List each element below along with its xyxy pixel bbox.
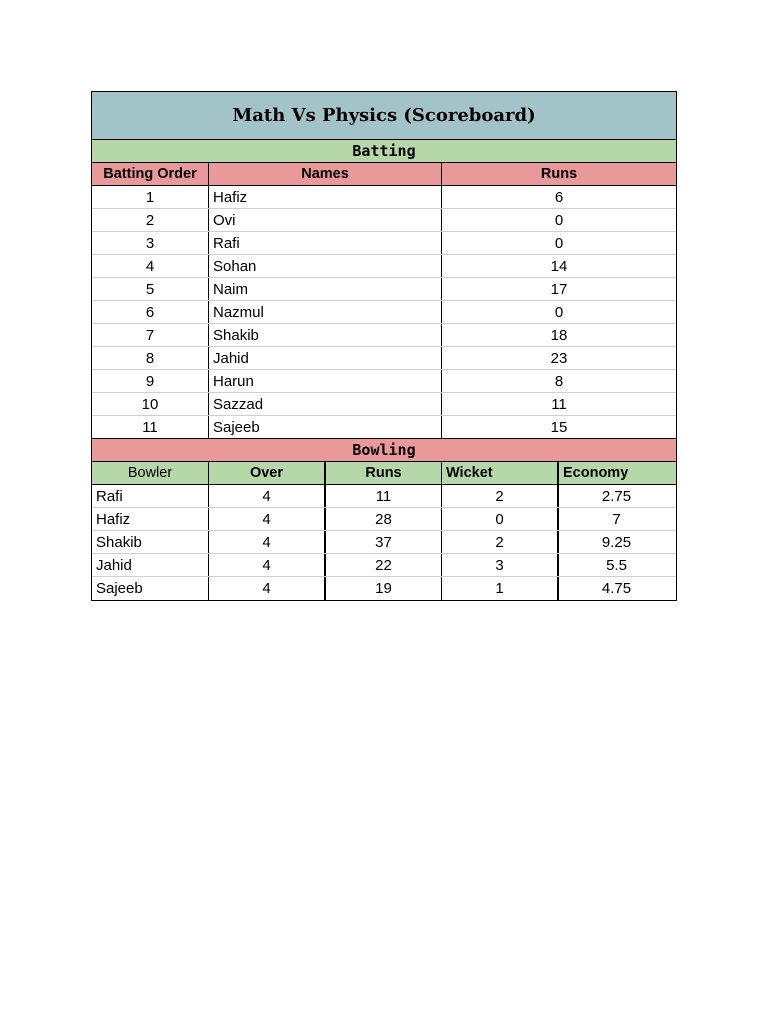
table-row [92, 416, 676, 439]
batter-runs-cell: 0 [554, 303, 564, 321]
batter-name-cell: Rafi [209, 232, 442, 254]
table-row [92, 186, 676, 209]
table-row [92, 393, 676, 416]
table-row [92, 508, 676, 531]
economy-cell: 7 [612, 510, 621, 528]
batting-order-cell: 5 [92, 278, 209, 300]
batter-name-cell: Harun [209, 370, 442, 392]
bowling-section-label: Bowling [352, 441, 416, 459]
page-title: Math Vs Physics (Scoreboard) [232, 105, 536, 126]
wicket-cell: 1 [442, 577, 559, 600]
bowler-name-cell: Hafiz [92, 508, 209, 530]
batting-names-header: Names [209, 163, 442, 185]
batting-order-cell: 8 [92, 347, 209, 369]
bowling-runs-cell: 37 [326, 531, 442, 553]
table-row [92, 301, 676, 324]
over-cell: 4 [209, 577, 326, 600]
table-row [92, 370, 676, 393]
bowling-runs-header: Runs [326, 462, 442, 484]
batter-runs-cell: 14 [550, 257, 568, 275]
batter-name-cell: Hafiz [209, 186, 442, 208]
over-cell: 4 [209, 508, 326, 530]
batting-header-row [92, 163, 676, 186]
batting-order-header: Batting Order [92, 163, 209, 185]
batter-name-cell: Shakib [209, 324, 442, 346]
bowling-runs-cell: 22 [326, 554, 442, 576]
batter-runs-cell: 8 [554, 372, 564, 390]
economy-cell: 2.75 [601, 487, 632, 505]
table-row [92, 278, 676, 301]
batting-table-body [92, 186, 676, 439]
batter-runs-cell: 6 [554, 188, 564, 206]
batter-name-cell: Jahid [209, 347, 442, 369]
batting-order-cell: 1 [92, 186, 209, 208]
bowler-name-cell: Jahid [92, 554, 209, 576]
batting-order-cell: 10 [92, 393, 209, 415]
table-row [92, 209, 676, 232]
batter-runs-cell: 15 [550, 418, 568, 436]
table-row [92, 324, 676, 347]
wicket-cell: 2 [442, 485, 559, 507]
batter-name-cell: Sohan [209, 255, 442, 277]
batting-order-cell: 4 [92, 255, 209, 277]
wicket-header: Wicket [442, 462, 559, 484]
batting-section-label: Batting [352, 142, 416, 160]
bowler-name-cell: Rafi [92, 485, 209, 507]
table-row [92, 577, 676, 600]
wicket-cell: 0 [442, 508, 559, 530]
batter-runs-cell: 0 [554, 211, 564, 229]
table-row [92, 554, 676, 577]
table-row [92, 531, 676, 554]
batter-runs-cell: 18 [550, 326, 568, 344]
title-bar [92, 92, 676, 140]
batting-order-cell: 6 [92, 301, 209, 323]
batting-order-cell: 11 [92, 416, 209, 438]
bowling-runs-cell: 11 [326, 485, 442, 507]
bowling-runs-cell: 19 [326, 577, 442, 600]
batter-name-cell: Sazzad [209, 393, 442, 415]
bowler-name-cell: Shakib [92, 531, 209, 553]
over-cell: 4 [209, 554, 326, 576]
bowling-runs-cell: 28 [326, 508, 442, 530]
wicket-cell: 3 [442, 554, 559, 576]
table-row [92, 485, 676, 508]
batting-runs-header: Runs [540, 166, 578, 182]
bowling-section-header [92, 439, 676, 462]
batter-name-cell: Nazmul [209, 301, 442, 323]
batter-name-cell: Naim [209, 278, 442, 300]
wicket-cell: 2 [442, 531, 559, 553]
batting-order-cell: 2 [92, 209, 209, 231]
batter-runs-cell: 17 [550, 280, 568, 298]
bowler-name-cell: Sajeeb [92, 577, 209, 600]
bowler-header: Bowler [92, 462, 209, 484]
batting-order-cell: 7 [92, 324, 209, 346]
batting-order-cell: 9 [92, 370, 209, 392]
batter-name-cell: Ovi [209, 209, 442, 231]
over-header: Over [209, 462, 326, 484]
over-cell: 4 [209, 531, 326, 553]
batter-runs-cell: 23 [550, 349, 568, 367]
scoreboard-sheet [91, 91, 677, 601]
economy-cell: 9.25 [601, 533, 632, 551]
table-row [92, 232, 676, 255]
batter-name-cell: Sajeeb [209, 416, 442, 438]
bowling-table-body [92, 485, 676, 600]
table-row [92, 255, 676, 278]
batter-runs-cell: 0 [554, 234, 564, 252]
economy-cell: 5.5 [606, 556, 627, 574]
bowling-header-row [92, 462, 676, 485]
over-cell: 4 [209, 485, 326, 507]
economy-cell: 4.75 [601, 580, 632, 597]
batting-section-header [92, 140, 676, 163]
economy-header: Economy [563, 465, 629, 481]
table-row [92, 347, 676, 370]
batting-order-cell: 3 [92, 232, 209, 254]
batter-runs-cell: 11 [551, 395, 567, 413]
